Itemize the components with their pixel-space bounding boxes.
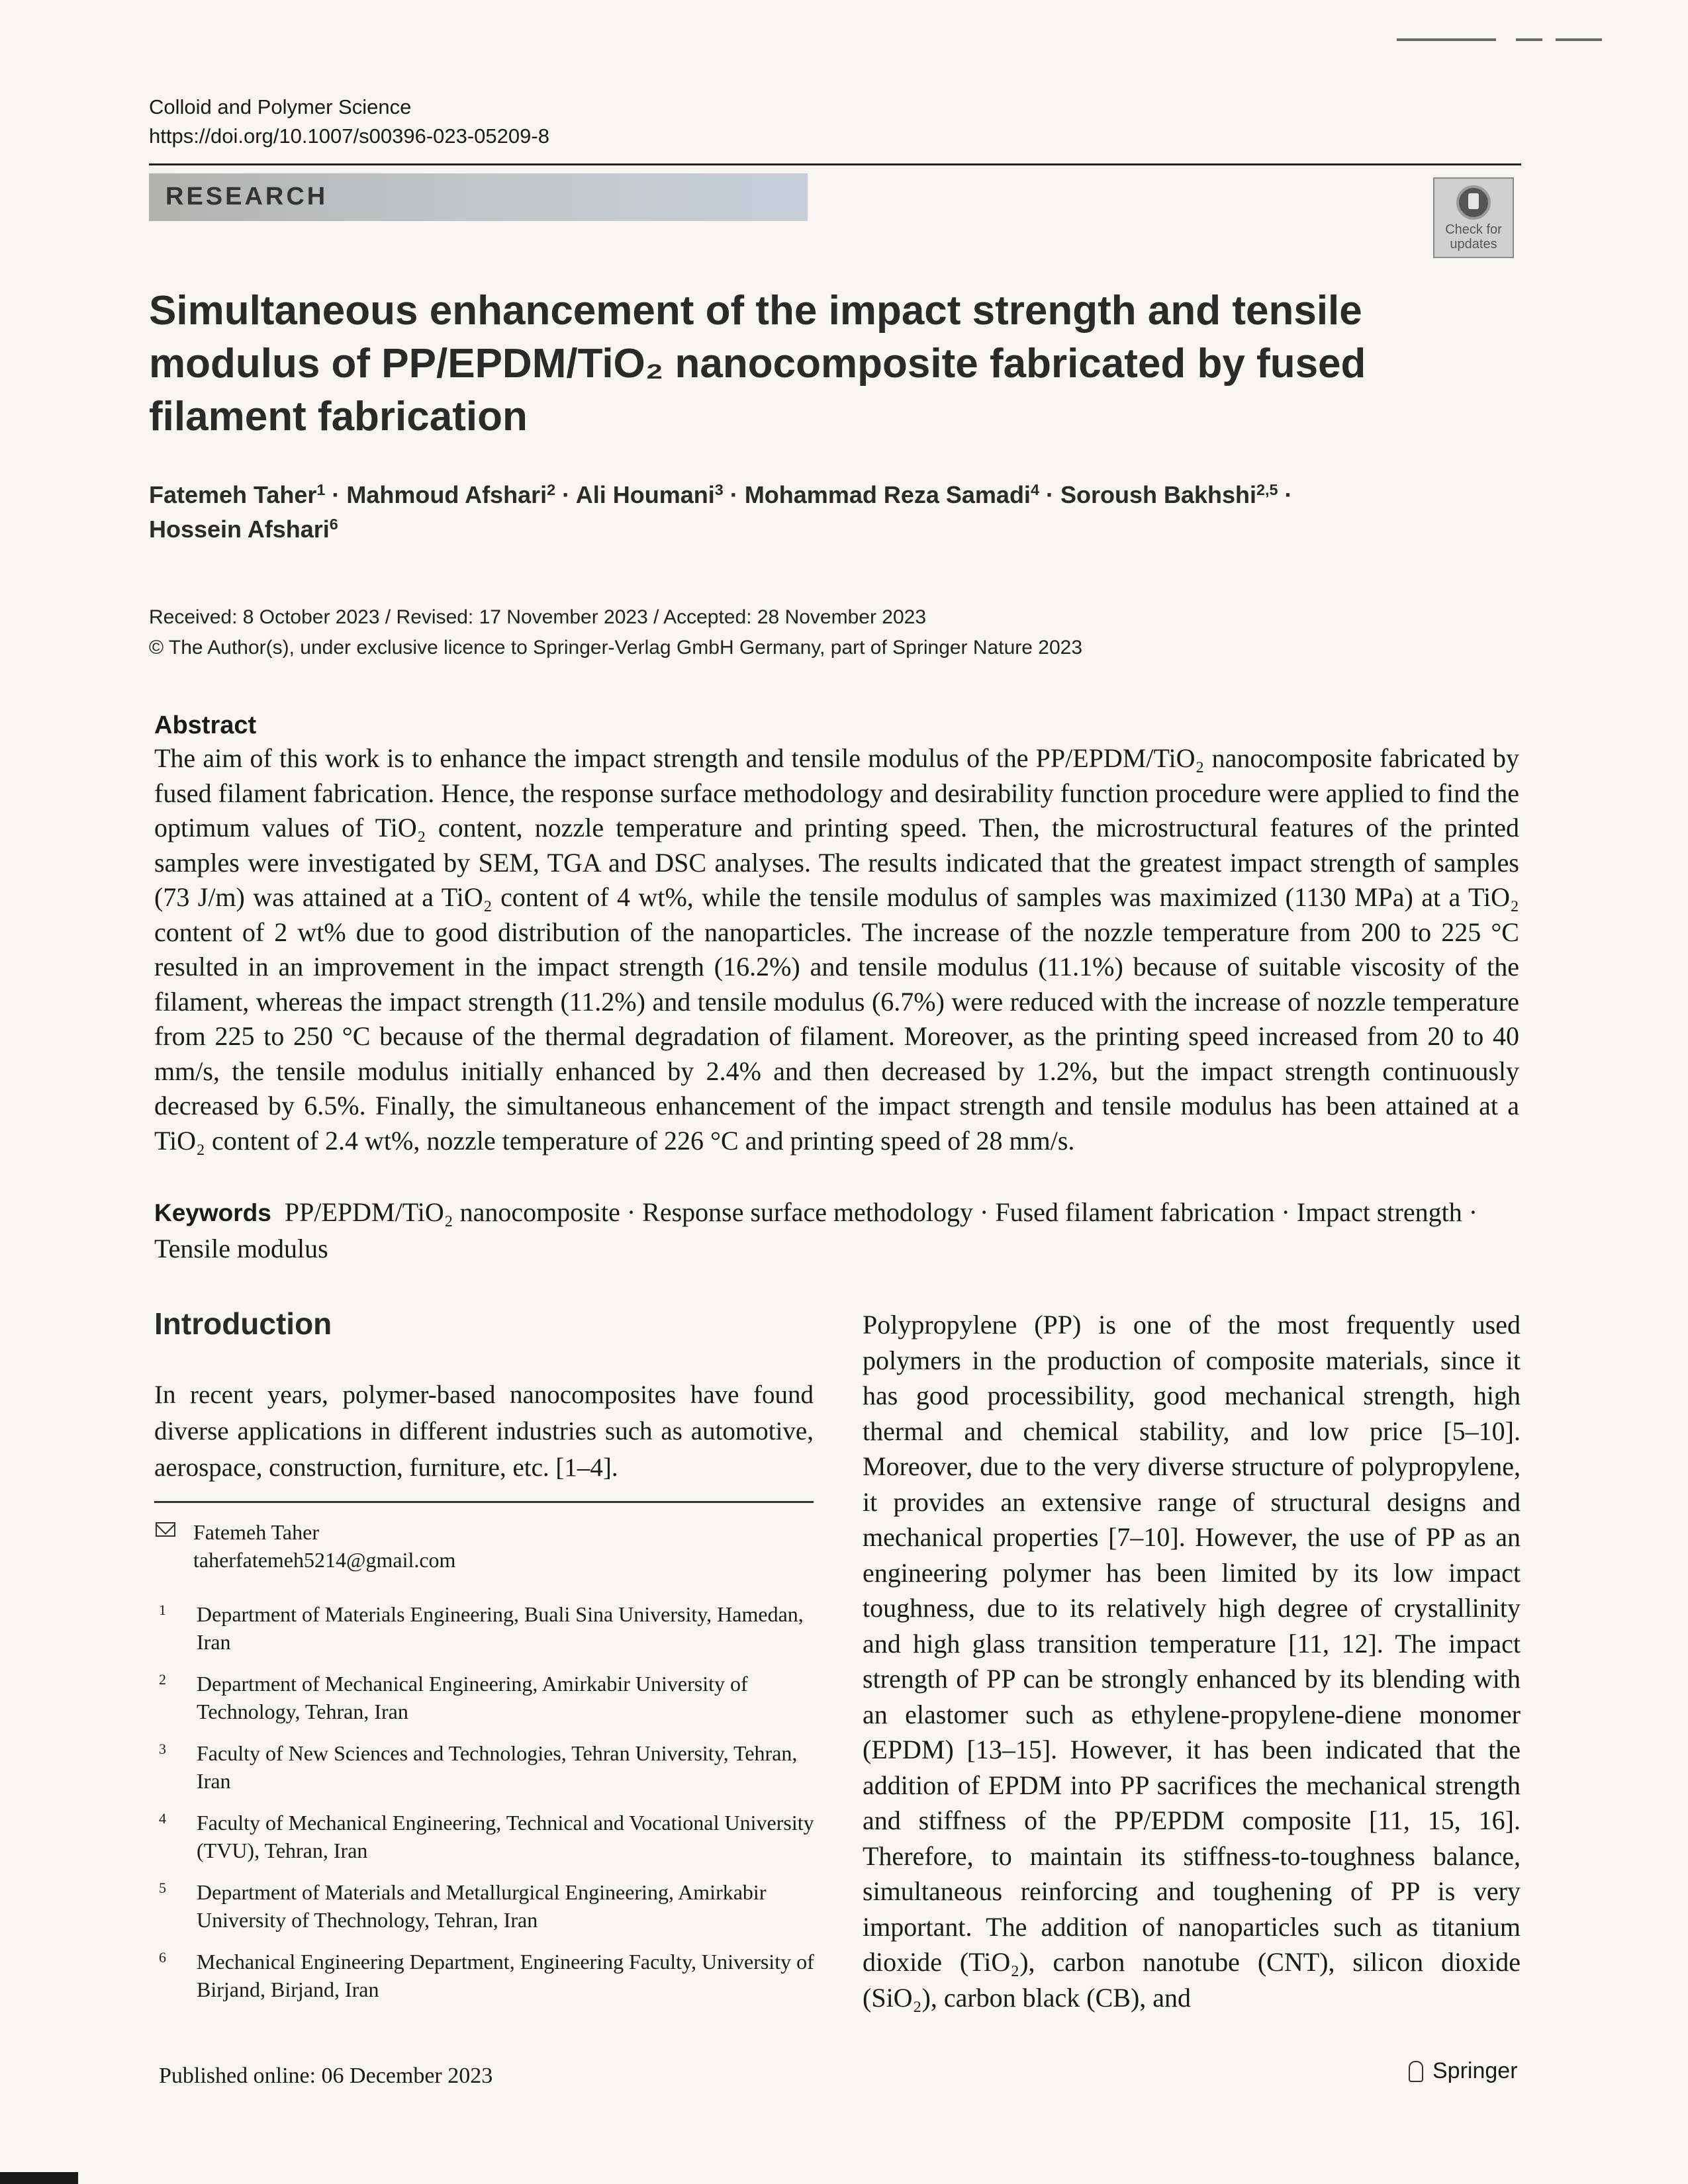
affiliation-text: Department of Materials and Metallurgical Engineering, Amirkabir University of Thechnology, Tehran, Iran [197,1880,767,1932]
author-affiliation: 3 [714,481,724,499]
author[interactable]: Mohammad Reza Samadi [744,481,1031,508]
header-rule [149,163,1521,165]
author-list: Fatemeh Taher$^1$ · Mahmoud Afshari$^2$ · Ali Houmani$^3$ · Mohammad Reza Samadi$^4$ · Soroush Bakhshi$^{2,5}$ · Hossein Afshari$^6$ [149,481,1293,543]
scan-stamp [0,2172,78,2184]
keywords-label: Keywords [154,1199,271,1226]
author-affiliation: 2,5 [1256,481,1278,499]
article-history [149,602,1082,663]
dates-line: Received: 8 October 2023 / Revised: 17 November 2023 / Accepted: 28 November 2023 [149,606,927,628]
affiliation-number: 5 [159,1880,166,1896]
publisher-name: Springer [1432,2058,1518,2083]
section-label: RESEARCH [165,183,328,210]
author-affiliation: 4 [1030,481,1039,499]
keywords-text: PP/EPDM/TiO₂ nanocomposite · Response surface methodology · Fused filament fabrication · Impact strength · Tensile modulus [154,1197,1478,1263]
scan-artifact [1397,32,1609,46]
author-affiliation: 2 [547,481,556,499]
affiliation-number: 1 [159,1602,166,1618]
springer-horse-icon [1409,2061,1423,2082]
affiliation-number: 2 [159,1671,166,1688]
check-for-updates-badge[interactable] [1433,177,1514,258]
publisher-logo [1409,2058,1518,2084]
author[interactable]: Soroush Bakhshi [1060,481,1257,508]
bookmark-icon [1456,185,1491,220]
affiliation-number: 6 [159,1949,166,1966]
author[interactable]: Hossein Afshari [149,516,330,543]
affiliation-text: Faculty of Mechanical Engineering, Technical and Vocational University (TVU), Tehran, Iran [197,1811,814,1862]
envelope-icon [156,1522,175,1537]
abstract-text: The aim of this work is to enhance the impact strength and tensile modulus of the PP/EPDM/TiO₂ nanocomposite fabricated by fused filament fabrication. Hence, the response surface methodology and desirability function procedure were applied to find the optimum values of TiO₂ content, nozzle temperature and printing speed. Then, the microstructural features of the printed samples were investigated by SEM, TGA and DSC analyses. The results indicated that the greatest impact strength of samples (73 J/m) was attained at a TiO₂ content of 4 wt%, while the tensile modulus of samples was maximized (1130 MPa) at a TiO₂ content of 2 wt% due to good distribution of the nanoparticles. The increase of the nozzle temperature from 200 to 225 °C resulted in an improvement in the impact strength (16.2%) and tensile modulus (11.1%) because of suitable viscosity of the filament, whereas the impact strength (11.2%) and tensile modulus (6.7%) were reduced with the increase of nozzle temperature from 225 to 250 °C because of the thermal degradation of filament. Moreover, as the printing speed increased from 20 to 40 mm/s, the tensile modulus initially enhanced by 2.4% and then decreased by 1.2%, but the impact strength continuously decreased by 6.5%. Finally, the simultaneous enhancement of the impact strength and tensile modulus has been attained at a TiO₂ content of 2.4 wt%, nozzle temperature of 226 °C and printing speed of 28 mm/s. [154,743,1519,1156]
author-affiliation: 1 [316,481,326,499]
affiliation-number: 3 [159,1741,166,1757]
doi-link[interactable]: https://doi.org/10.1007/s00396-023-05209-8 [149,124,549,148]
abstract-heading: Abstract [154,711,257,739]
journal-name: Colloid and Polymer Science [149,95,412,118]
introduction-right-column: Polypropylene (PP) is one of the most frequently used polymers in the production of composite materials, since it has good processibility, good mechanical strength, high thermal and chemical stability, and low price [5–10]. Moreover, due to the very diverse structure of polypropylene, it provides an extensive range of structural designs and mechanical properties [7–10]. However, the use of PP as an engineering polymer has been limited by its low impact toughness, due to its relatively high degree of crystallinity and high glass transition temperature [11, 12]. The impact strength of PP can be strongly enhanced by its blending with an elastomer such as ethylene-propylene-diene monomer (EPDM) [13–15]. However, it has been indicated that the addition of EPDM into PP sacrifices the mechanical strength and stiffness of the PP/EPDM composite [11, 15, 16]. Therefore, to maintain its stiffness-to-toughness balance, simultaneous reinforcing and toughening of PP is very important. The addition of nanoparticles such as titanium dioxide (TiO₂), carbon nanotube (CNT), silicon dioxide (SiO₂), carbon black (CB), and [863,1310,1521,2013]
corresponding-author-email[interactable]: taherfatemeh5214@gmail.com [193,1548,456,1572]
author[interactable]: Ali Houmani [575,481,715,508]
introduction-heading: Introduction [154,1306,332,1341]
author-affiliation: 6 [329,516,338,533]
author[interactable]: Fatemeh Taher [149,481,317,508]
corresponding-author-name: Fatemeh Taher [193,1520,319,1544]
introduction-left-column: In recent years, polymer-based nanocomposites have found diverse applications in different industries such as automotive, aerospace, construction, furniture, etc. [1–4]. [154,1381,814,1482]
keywords [154,1195,1519,1267]
affiliation-text: Department of Mechanical Engineering, Amirkabir University of Technology, Tehran, Iran [197,1672,748,1723]
copyright-line: © The Author(s), under exclusive licence to Springer-Verlag GmbH Germany, part of Springer Nature 2023 [149,637,1082,659]
check-for-updates-label: Check for updates [1445,222,1502,251]
author[interactable]: Mahmoud Afshari [346,481,547,508]
affiliation-text: Faculty of New Sciences and Technologies, Tehran University, Tehran, Iran [197,1741,798,1793]
affiliation-text: Mechanical Engineering Department, Engineering Faculty, University of Birjand, Birjand, Iran [197,1950,814,2001]
affiliation-text: Department of Materials Engineering, Buali Sina University, Hamedan, Iran [197,1602,804,1654]
paper-title: Simultaneous enhancement of the impact strength and tensile modulus of PP/EPDM/TiO₂ nanocomposite fabricated by fused filament fabrication [149,288,1366,439]
published-online: Published online: 06 December 2023 [159,2064,493,2088]
footnote-rule [154,1501,814,1503]
journal-header [149,93,549,151]
affiliation-number: 4 [159,1810,166,1827]
